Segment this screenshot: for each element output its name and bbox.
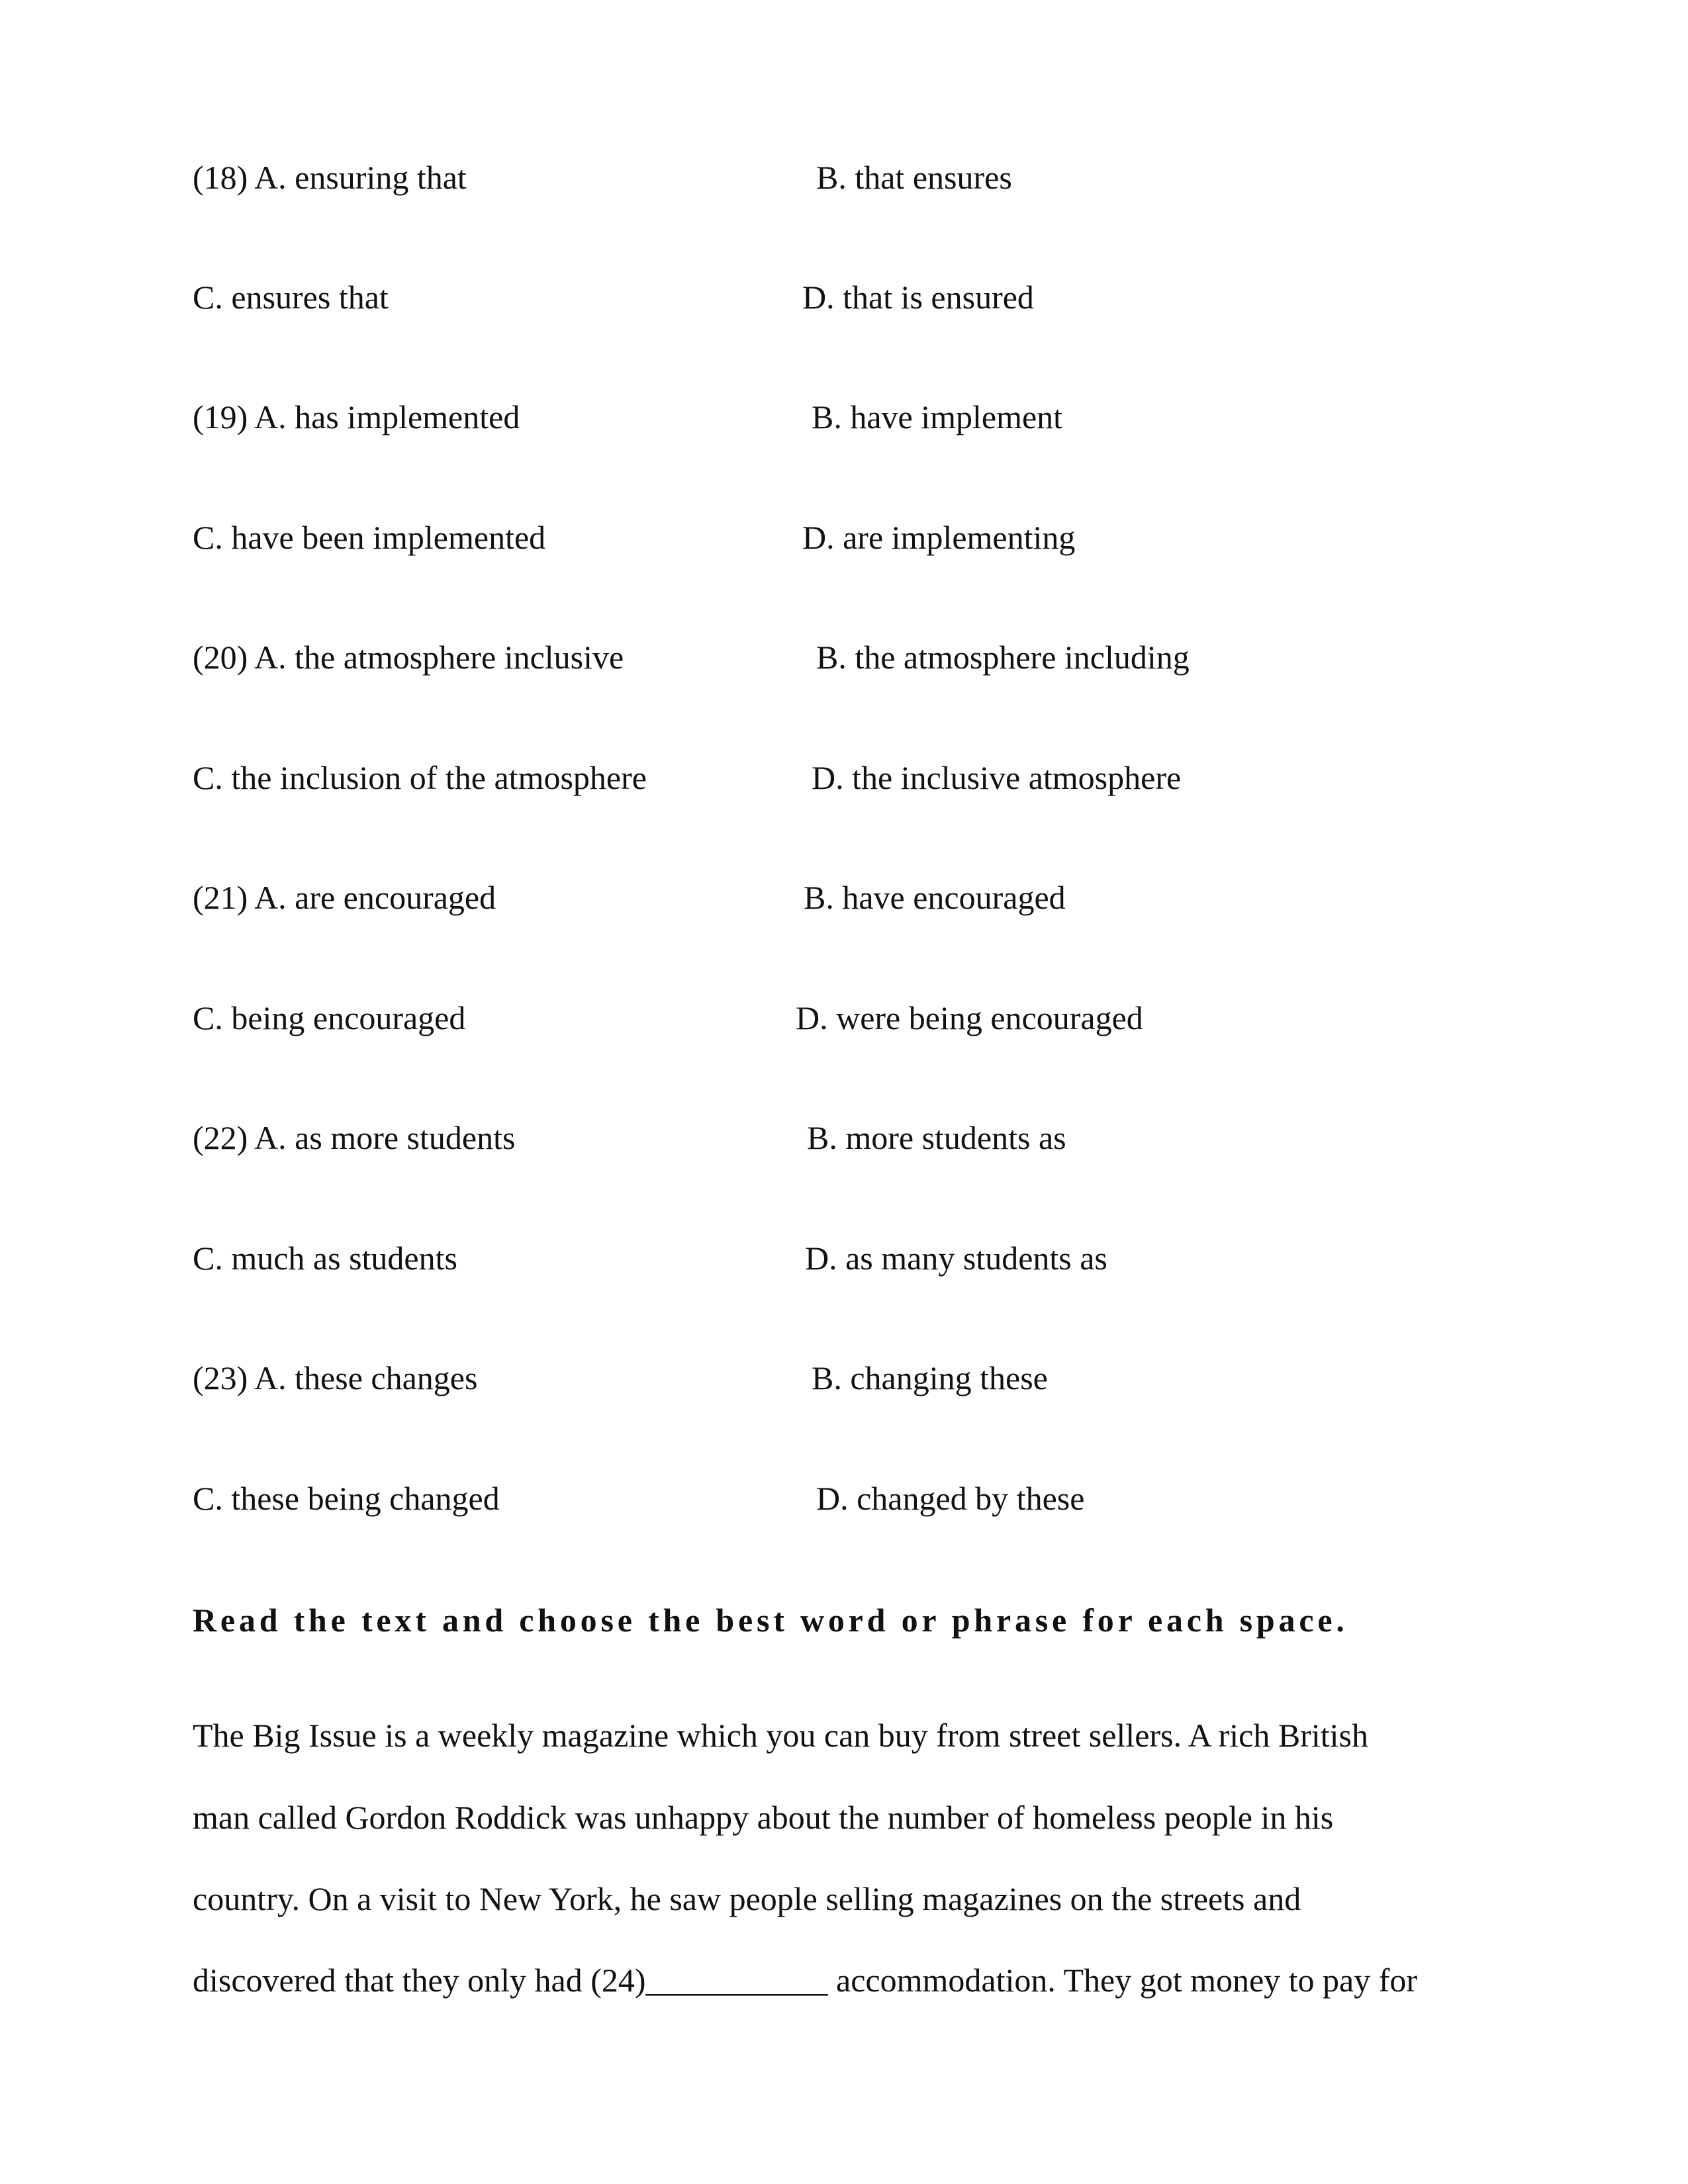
q20-option-a: (20) A. the atmosphere inclusive xyxy=(193,639,624,676)
q21-option-a: (21) A. are encouraged xyxy=(193,879,496,916)
q22-option-c: C. much as students xyxy=(193,1240,457,1277)
q20-option-b: B. the atmosphere including xyxy=(816,639,1190,676)
passage-line: country. On a visit to New York, he saw people selling magazines on the streets and xyxy=(193,1880,1301,1917)
passage-line: man called Gordon Roddick was unhappy about the number of homeless people in his xyxy=(193,1799,1334,1836)
q23-option-c: C. these being changed xyxy=(193,1480,500,1517)
q18-option-d: D. that is ensured xyxy=(802,279,1034,316)
q19-option-b: B. have implement xyxy=(812,398,1063,435)
q21-option-c: C. being encouraged xyxy=(193,999,466,1036)
q23-option-d: D. changed by these xyxy=(816,1480,1085,1517)
q23-option-b: B. changing these xyxy=(812,1359,1048,1396)
q22-option-d: D. as many students as xyxy=(805,1240,1107,1277)
q18-option-c: C. ensures that xyxy=(193,279,389,316)
q21-option-b: B. have encouraged xyxy=(804,879,1066,916)
q22-option-a: (22) A. as more students xyxy=(193,1119,516,1156)
instruction-heading: Read the text and choose the best word or phrase for each space. xyxy=(193,1602,1348,1639)
q19-option-c: C. have been implemented xyxy=(193,519,546,556)
q19-option-a: (19) A. has implemented xyxy=(193,398,520,435)
q19-option-d: D. are implementing xyxy=(802,519,1076,556)
q18-option-b: B. that ensures xyxy=(816,159,1012,196)
q21-option-d: D. were being encouraged xyxy=(796,999,1143,1036)
q22-option-b: B. more students as xyxy=(807,1119,1066,1156)
q23-option-a: (23) A. these changes xyxy=(193,1359,478,1396)
q20-option-d: D. the inclusive atmosphere xyxy=(812,759,1182,796)
q18-option-a: (18) A. ensuring that xyxy=(193,159,467,196)
passage-line: discovered that they only had (24)___________ accommodation. They got money to pay for xyxy=(193,1962,1418,1999)
passage-line: The Big Issue is a weekly magazine which you can buy from street sellers. A rich British xyxy=(193,1717,1368,1754)
q20-option-c: C. the inclusion of the atmosphere xyxy=(193,759,647,796)
